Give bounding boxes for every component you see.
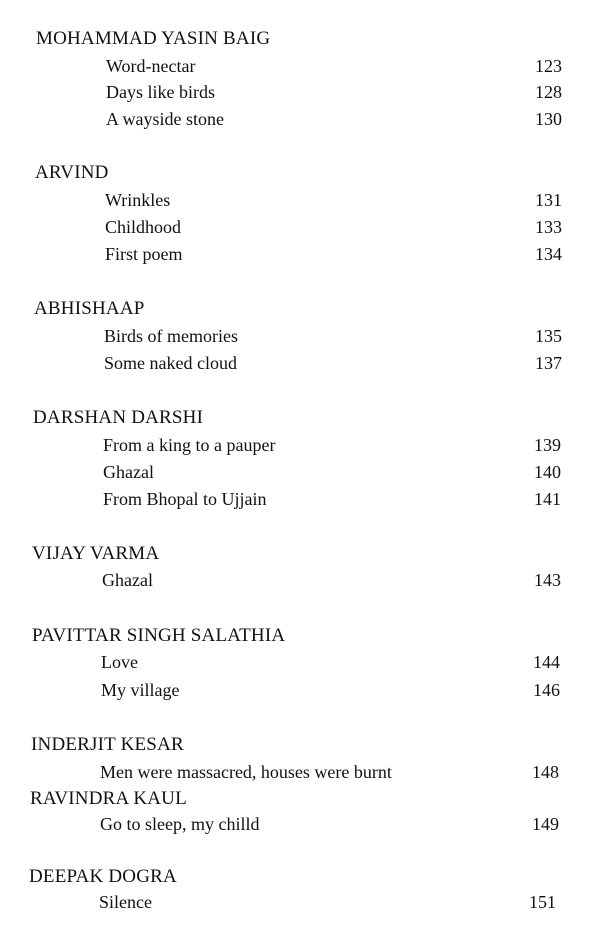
page-number: 130 [535,109,562,129]
page-number: 137 [535,353,562,373]
page-number: 151 [529,892,556,912]
author-heading: DEEPAK DOGRA [29,866,177,887]
page-number: 149 [532,814,559,834]
author-heading: ABHISHAAP [34,298,145,319]
author-heading: PAVITTAR SINGH SALATHIA [32,625,286,646]
poem-title: Word-nectar [106,56,196,76]
poem-title: From a king to a pauper [103,435,276,455]
page-number: 148 [532,762,559,782]
page-number: 134 [535,244,562,264]
poem-title: First poem [105,244,183,264]
author-heading: ARVIND [35,162,109,183]
page-number: 123 [535,56,562,76]
author-heading: DARSHAN DARSHI [33,407,204,428]
page-number: 140 [534,462,561,482]
poem-title: Go to sleep, my chilld [100,814,260,834]
page-number: 128 [535,82,562,102]
poem-title: A wayside stone [106,109,224,129]
poem-title: Ghazal [102,570,153,590]
poem-title: Wrinkles [105,190,171,210]
poem-title: Some naked cloud [104,353,237,373]
poem-title: Ghazal [103,462,154,482]
poem-title: Silence [99,892,152,912]
poem-title: My village [101,680,180,700]
page-number: 146 [533,680,560,700]
author-heading: RAVINDRA KAUL [30,788,187,809]
page-number: 139 [534,435,561,455]
page-number: 135 [535,326,562,346]
page-number: 131 [535,190,562,210]
author-heading: MOHAMMAD YASIN BAIG [36,28,271,49]
poem-title: Love [101,652,138,672]
author-heading: INDERJIT KESAR [31,734,184,755]
poem-title: From Bhopal to Ujjain [103,489,267,509]
page-number: 133 [535,217,562,237]
poem-title: Birds of memories [104,326,238,346]
poem-title: Men were massacred, houses were burnt [100,762,392,782]
page-number: 143 [534,570,561,590]
poem-title: Childhood [105,217,182,237]
page-number: 144 [533,652,560,672]
author-heading: VIJAY VARMA [32,543,160,564]
page-number: 141 [534,489,561,509]
poem-title: Days like birds [106,82,215,102]
